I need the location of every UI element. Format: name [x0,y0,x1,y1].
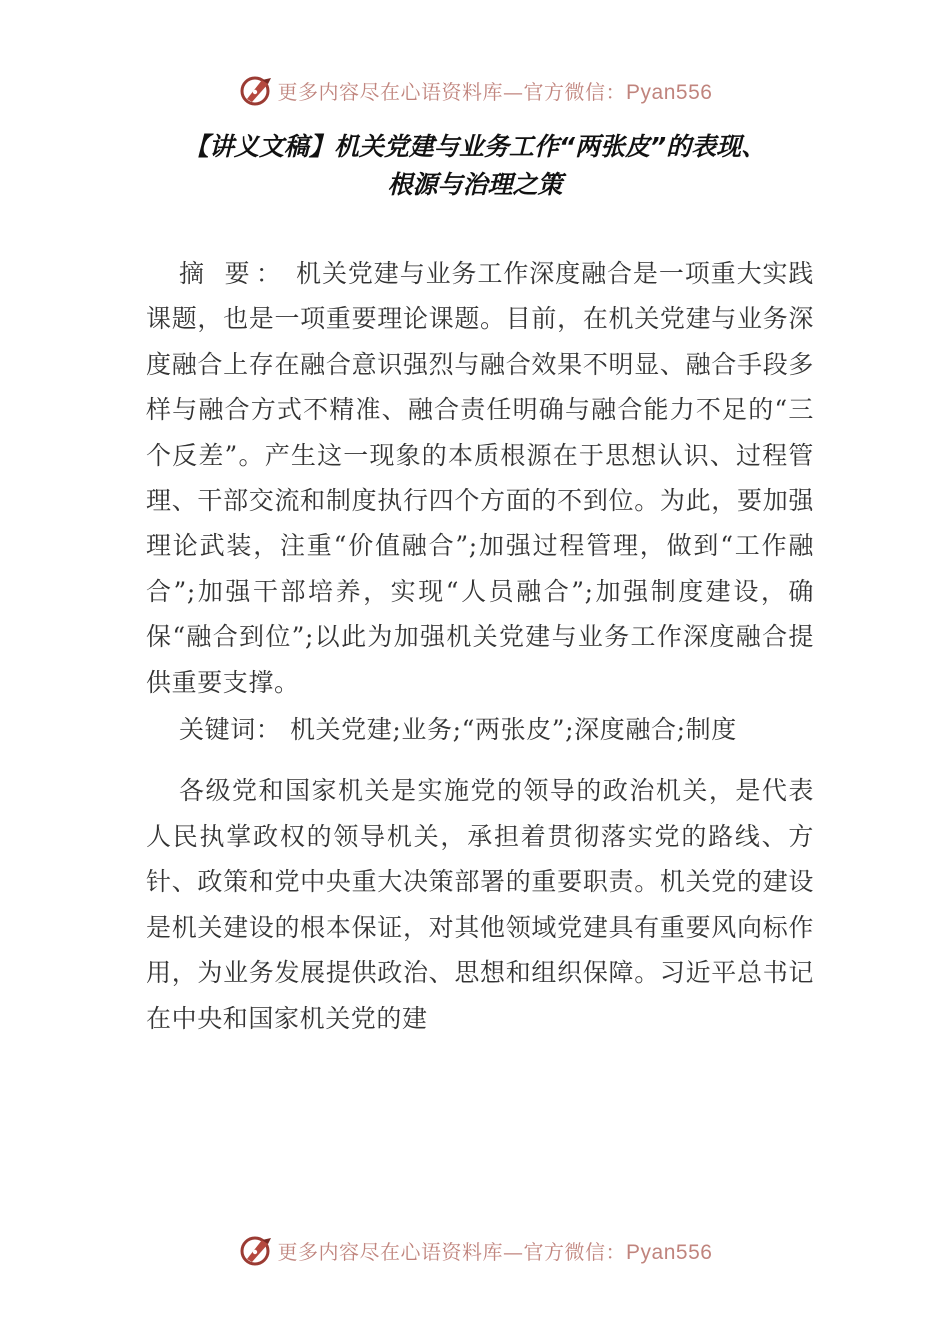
abstract-paragraph [146,251,814,705]
keywords-paragraph [146,707,814,752]
pen-nib-seal-icon [238,1232,274,1268]
keywords-text: 机关党建;业务;“两张皮”;深度融合;制度 [281,715,737,745]
abstract-label: 摘 要： [179,259,288,288]
wechat-handle: Pyan556 [626,80,713,104]
body-paragraph: 各级党和国家机关是实施党的领导的政治机关，是代表人民执掌政权的领导机关，承担着贯彻落实党的路线、方针、政策和党中央重大决策部署的重要职责。机关党的建设是机关建设的根本保证，对其他领域党建具有重要风向标作用，为业务发展提供政治、思想和组织保障。习近平总书记在中央和国家机关党的建 [146,776,814,1033]
title-line-2: 根源与治理之策 [387,170,563,199]
document-title [100,128,850,204]
footer-wechat-handle: Pyan556 [626,1240,713,1264]
abstract-text: 机关党建与业务工作深度融合是一项重大实践课题，也是一项重要理论课题。目前，在机关党建与业务深度融合上存在融合意识强烈与融合效果不明显、融合手段多样与融合方式不精准、融合责任明确与融合能力不足的“三个反差”。产生这一现象的本质根源在于思想认识、过程管理、干部交流和制度执行四个方面的不到位。为此，要加强理论武装，注重“价值融合”;加强过程管理，做到“工作融合”;加强干部培养，实现“人员融合”;加强制度建设，确保“融合到位”;以此为加强机关党建与业务工作深度融合提供重要支撑。 [146,259,814,697]
footer-banner-text: 更多内容尽在心语资料库—官方微信：Pyan556 [277,1239,713,1264]
header-banner [0,72,950,108]
pen-nib-seal-icon [238,72,274,108]
banner-text: 更多内容尽在心语资料库—官方微信：Pyan556 [277,79,713,104]
footer-banner [0,1232,950,1268]
title-line-1: 【讲义文稿】机关党建与业务工作“两张皮”的表现、 [183,132,767,161]
keywords-label: 关键词： [179,715,282,745]
document-body [146,251,814,1041]
